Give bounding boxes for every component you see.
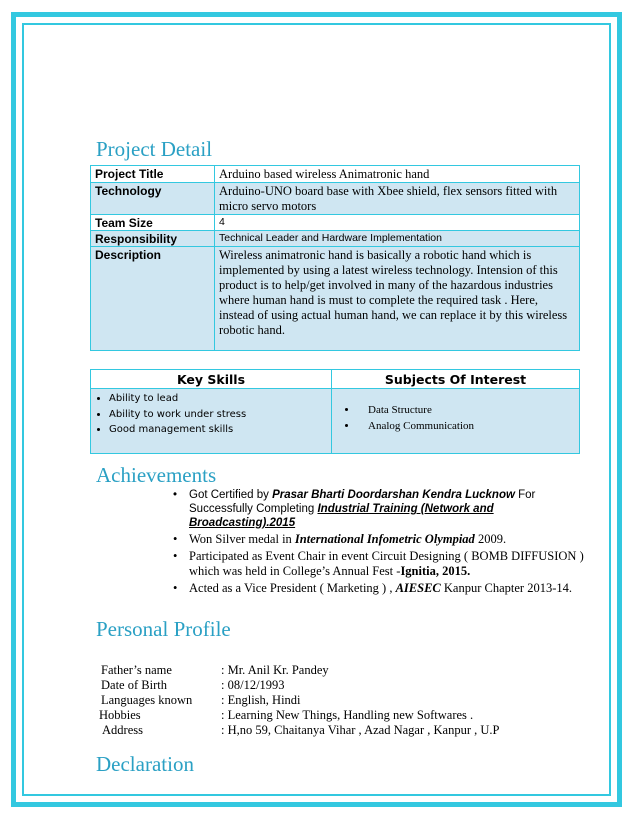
achievement-text: For Successfully Completing [189,489,536,515]
achievement-text: Acted as a Vice President ( Marketing ) , [189,581,396,595]
personal-profile-heading: Personal Profile [96,617,231,641]
subject-item: • Data Structure [358,403,575,419]
achievement-item [173,581,593,596]
declaration-heading: Declaration [96,752,194,776]
personal-value: : Mr. Anil Kr. Pandey [221,663,329,677]
responsibility-row [91,231,580,247]
team-size-row [91,215,580,231]
key-skill-item: • Good management skills [109,422,327,438]
subjects-of-interest-cell [332,389,580,454]
personal-value: : 08/12/1993 [221,678,285,692]
achievement-item [173,488,593,530]
description-value: Wireless animatronic hand is basically a robotic hand which is implemented by using a latest wireless technology. Intension of this product is to help/get involved in many of the hazardous industries where human hand is must to complete the required task . Here, instead of using actual human hand, we can replace it by this wireless robotic hand. [215,247,580,351]
achievement-text: Participated as Event Chair in event Circuit Designing ( BOMB DIFFUSION ) which was held in College’s Annual Fest - [189,549,584,578]
achievements-heading: Achievements [96,463,217,487]
project-detail-heading: Project Detail [96,137,213,161]
subject-item: • Analog Communication [358,419,575,435]
certifying-org: Prasar Bharti Doordarshan Kendra Lucknow [272,489,515,501]
achievements-list [173,488,593,598]
team-size-value: 4 [215,215,580,231]
personal-value: : H,no 59, Chaitanya Vihar , Azad Nagar , Kanpur , U.P [221,723,500,737]
responsibility-value: Technical Leader and Hardware Implementation [215,231,580,247]
personal-key: Father’s name [101,663,172,677]
personal-key: Hobbies [99,708,141,722]
subjects-list [336,403,575,434]
achievement-text: 2009. [474,532,507,546]
achievement-item [173,549,593,579]
achievement-text: Kanpur Chapter 2013-14. [440,581,572,595]
key-skill-item: • Ability to work under stress [109,407,327,423]
description-row [91,247,580,351]
training-title: Industrial Training (Network and Broadcasting).2015 [189,503,494,529]
achievement-text: Got Certified by [189,489,273,501]
key-skill-item: • Ability to lead [109,391,327,407]
personal-key: Languages known [101,693,193,707]
key-skills-list [95,391,327,438]
project-title-value: Arduino based wireless Animatronic hand [215,166,580,183]
subjects-of-interest-header: Subjects Of Interest [332,370,580,389]
responsibility-label: Responsibility [91,231,215,247]
technology-row [91,183,580,215]
personal-key: Address [102,723,143,737]
key-skills-cell [91,389,332,454]
personal-key: Date of Birth [101,678,167,692]
personal-value: : Learning New Things, Handling new Softwares . [221,708,474,722]
description-label: Description [91,247,215,351]
project-detail-table [90,165,580,351]
technology-value: Arduino-UNO board base with Xbee shield, flex sensors fitted with micro servo motors [215,183,580,215]
skills-table [90,369,580,454]
achievement-text: Won Silver medal in [189,532,295,546]
key-skills-header: Key Skills [91,370,332,389]
team-size-label: Team Size [91,215,215,231]
personal-value: : English, Hindi [221,693,301,707]
fest-name: Ignitia, 2015. [400,564,471,578]
project-title-label: Project Title [91,166,215,183]
achievement-item [173,532,593,547]
technology-label: Technology [91,183,215,215]
aiesec-name: AIESEC [395,581,441,595]
olympiad-name: International Infometric Olympiad [294,532,475,546]
project-title-row [91,166,580,183]
